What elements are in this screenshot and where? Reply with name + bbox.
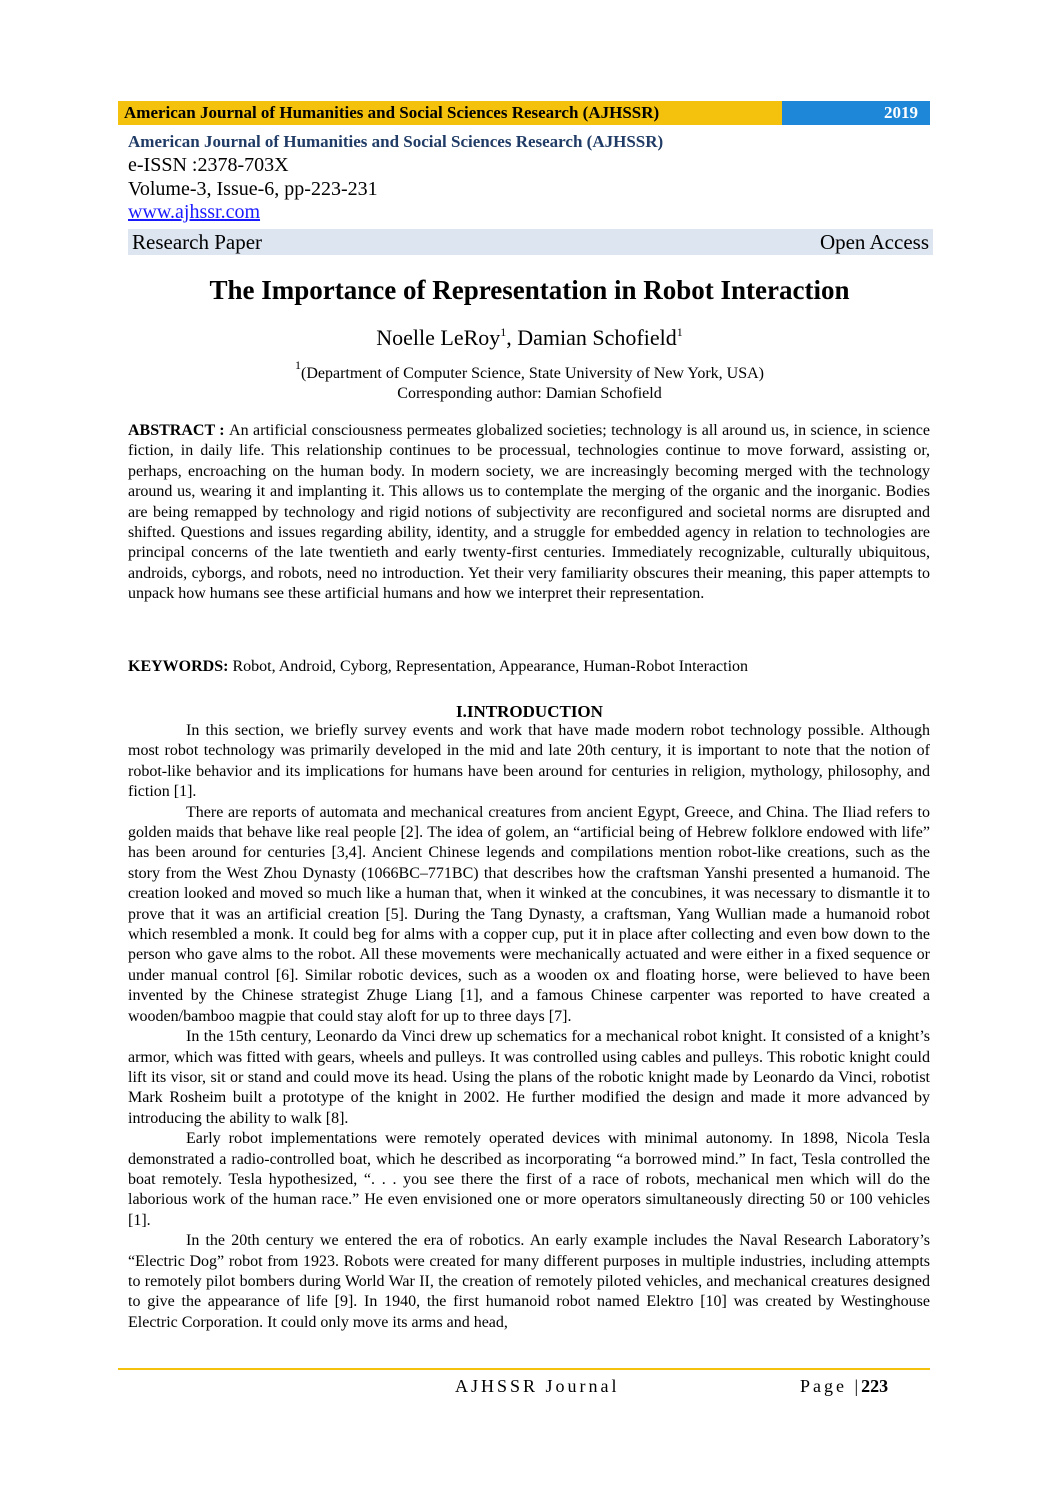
corresponding-author: Corresponding author: Damian Schofield — [397, 385, 662, 402]
abstract — [128, 421, 930, 605]
running-header-journal: American Journal of Humanities and Social Sciences Research (AJHSSR) — [118, 101, 782, 125]
journal-name: American Journal of Humanities and Social Sciences Research (AJHSSR) — [128, 132, 664, 151]
affiliation-block — [0, 355, 1059, 404]
abstract-text: An artificial consciousness permeates globalized societies; technology is all around us, in science, in science fiction, in daily life. This relationship continues to be processual, technologies continue to move forward, assisting or, perhaps, encroaching on the human body. In modern society, we are increasingly becoming merged with the technology around us, wearing it and implanting it. This allows us to contemplate the merging of the organic and the inorganic. Bodies are being remapped by technology and rigid notions of subjectivity are reconfigured and societal norms are disrupted and shifted. Questions and issues regarding ability, identity, and a struggle for embedded agency in relation to technologies are principal concerns of the late twentieth and early twenty-first centuries. Immediately recognizable, culturally ubiquitous, androids, cyborgs, and robots, need no introduction. Yet their very familiarity obscures their meaning, this paper attempts to unpack how humans see these artificial humans and how we interpret their representation. — [128, 422, 931, 603]
journal-volume: Volume-3, Issue-6, pp-223-231 — [128, 178, 378, 200]
journal-url-link[interactable]: www.ajhssr.com — [128, 201, 261, 223]
author-name: Damian Schofield — [517, 325, 677, 350]
paragraph: In the 15th century, Leonardo da Vinci drew up schematics for a mechanical robot knight. It consisted of a knight’s armor, which was fitted with gears, wheels and pulleys. It was controlled using cables and pulleys. This robotic knight could lift its visor, sit or stand and could move its head. Using the plans of the robotic knight made by Leonardo da Vinci, robotist Mark Rosheim built a prototype of the knight in 2002. He further modified the design and made it more advanced by introducing the ability to walk [8]. — [128, 1028, 930, 1127]
paragraph: Early robot implementations were remotely operated devices with minimal autonomy. In 1898, Nicola Tesla demonstrated a radio-controlled boat, which he described as incorporating “a borrowed mind.” In fact, Tesla controlled the boat remotely. Tesla hypothesized, “. . . you see there the first of a race of robots, mechanical men which will do the laborious work of the human race.” He even envisioned one or more operators simultaneously directing 50 or 100 vehicles [1]. — [128, 1130, 930, 1229]
introduction-body — [128, 721, 930, 1333]
author-affiliation-mark: 1 — [500, 325, 507, 339]
footer-page — [800, 1376, 888, 1397]
paragraph: In this section, we briefly survey events and work that have made modern robot technology possible. Although most robot technology was primarily developed in the mid and late 20th century, it is important to note that the notion of robot-like behavior and its implications for humans have been around for centuries in religion, mythology, philosophy, and fiction [1]. — [128, 722, 930, 801]
footer-divider — [118, 1368, 930, 1370]
author-name: Noelle LeRoy — [376, 325, 501, 350]
keywords-text: Robot, Android, Cyborg, Representation, Appearance, Human-Robot Interaction — [228, 658, 749, 675]
journal-info — [128, 131, 933, 224]
affiliation-mark: 1 — [294, 358, 301, 372]
keywords-label: KEYWORDS: — [128, 658, 229, 675]
journal-eissn: e-ISSN :2378-703X — [128, 154, 289, 176]
affiliation-text: (Department of Computer Science, State University of New York, USA) — [300, 365, 765, 382]
access-type: Open Access — [819, 229, 929, 254]
footer-page-label: Page | — [800, 1376, 862, 1396]
footer-journal: AJHSSR Journal — [455, 1376, 620, 1396]
author-affiliation-mark: 1 — [676, 325, 683, 339]
footer-page-number: 223 — [861, 1376, 889, 1396]
paragraph: There are reports of automata and mechanical creatures from ancient Egypt, Greece, and China. The Iliad refers to golden maids that behave like real people [2]. The idea of golem, an “artificial being of Hebrew folklore endowed with life” has been around for centuries [3,4]. Ancient Chinese legends and compilations mention robot-like creations, such as the story from the West Zhou Dynasty (1066BC–771BC) that describes how the craftsman Yanshi presented a humanoid. The creation looked and moved so much like a human that, when it winked at the concubines, it was necessary to dismantle it to prove that it was an artificial creation [5]. During the Tang Dynasty, a craftsman, Yang Wullian made a humanoid robot which resembled a monk. It could beg for alms with a copper cup, put it in place after collecting and even bow down to the person who gave alms to the robot. All these movements were mechanically actuated and were either in a fixed sequence or under manual control [6]. Similar robotic devices, such as a wooden ox and floating horse, were believed to have been invented by the Chinese strategist Zhuge Liang [1], and a famous Chinese carpenter was reported to have created a wooden/bamboo magpie that could stay aloft for up to three days [7]. — [128, 803, 930, 1025]
paragraph: In the 20th century we entered the era of robotics. An early example includes the Naval Research Laboratory’s “Electric Dog” robot from 1923. Robots were created for many different purposes in multiple industries, including attempts to remotely pilot bombers during World War II, the creation of remotely piloted vehicles, and mechanical creatures designed to give the appearance of life [9]. In 1940, the first humanoid robot named Elektro [10] was created by Westinghouse Electric Corporation. It could only move its arms and head, — [128, 1232, 930, 1331]
paper-type-bar — [128, 229, 933, 255]
author-separator: , — [506, 325, 518, 350]
paper-type: Research Paper — [132, 229, 263, 254]
authors — [0, 325, 1059, 351]
keywords — [128, 657, 930, 677]
section-heading-introduction: I.INTRODUCTION — [456, 702, 603, 721]
running-header — [118, 101, 930, 125]
running-header-year: 2019 — [782, 101, 930, 125]
abstract-label: ABSTRACT : — [128, 422, 230, 439]
affiliation — [0, 355, 1059, 384]
paper-title: The Importance of Representation in Robot Interaction — [209, 275, 850, 305]
